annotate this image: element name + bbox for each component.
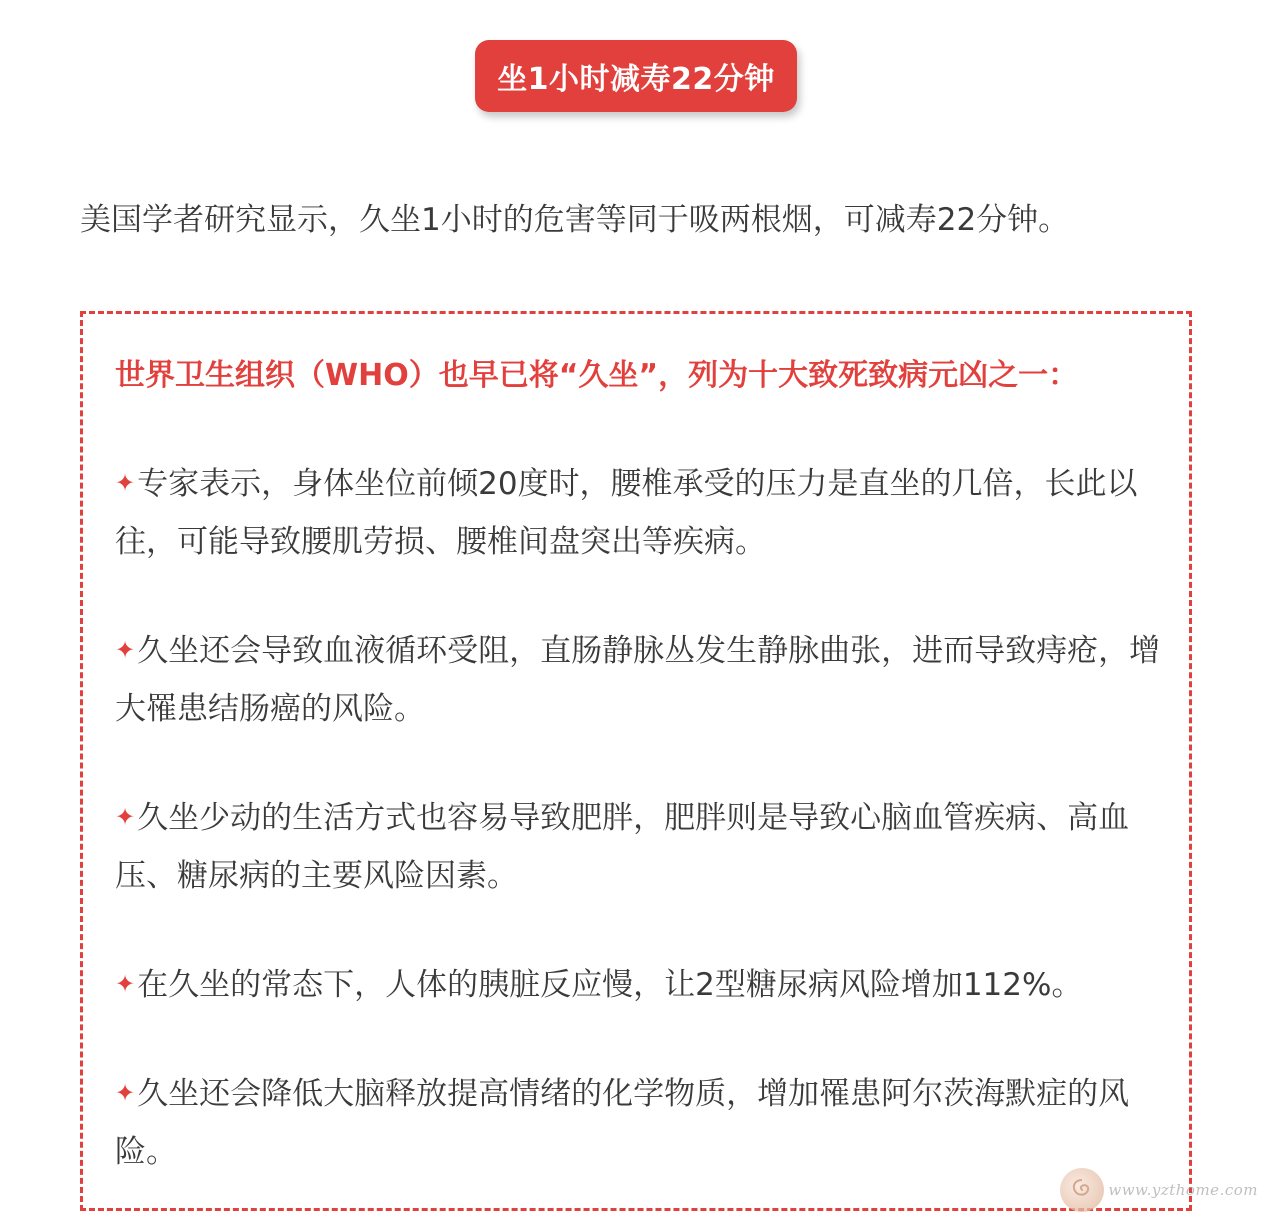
list-item-text: 在久坐的常态下，人体的胰脏反应慢，让2型糖尿病风险增加112%。 [137,967,1083,1003]
site-logo-icon [1060,1168,1104,1212]
intro-paragraph: 美国学者研究显示，久坐1小时的危害等同于吸两根烟，可减寿22分钟。 [80,202,1070,238]
list-item [115,621,1165,738]
star-bullet-icon: ✦ [115,803,136,831]
list-item [115,788,1165,905]
list-item-text: 久坐还会导致血液循环受阻，直肠静脉丛发生静脉曲张，进而导致痔疮，增大罹患结肠癌的风险。 [115,633,1161,727]
list-item [115,1064,1165,1181]
list-item-text: 专家表示，身体坐位前倾20度时，腰椎承受的压力是直坐的几倍，长此以往，可能导致腰肌劳损、腰椎间盘突出等疾病。 [115,466,1138,560]
who-info-box [80,311,1192,1211]
star-bullet-icon: ✦ [115,469,136,497]
watermark-text: www.yzthome.com [1108,1181,1258,1199]
list-item-text: 久坐还会降低大脑释放提高情绪的化学物质，增加罹患阿尔茨海默症的风险。 [115,1076,1130,1170]
risk-list [115,454,1165,1181]
star-bullet-icon: ✦ [115,1079,136,1107]
star-bullet-icon: ✦ [115,636,136,664]
title-badge [475,40,797,112]
star-bullet-icon: ✦ [115,970,136,998]
site-watermark [1060,1168,1258,1212]
list-item-text: 久坐少动的生活方式也容易导致肥胖，肥胖则是导致心脑血管疾病、高血压、糖尿病的主要风险因素。 [115,800,1130,894]
list-item [115,454,1165,571]
page-title: 坐1小时减寿22分钟 [497,62,775,97]
box-heading: 世界卫生组织（WHO）也早已将“久坐”，列为十大致死致病元凶之一： [115,358,1079,393]
list-item [115,955,1165,1014]
